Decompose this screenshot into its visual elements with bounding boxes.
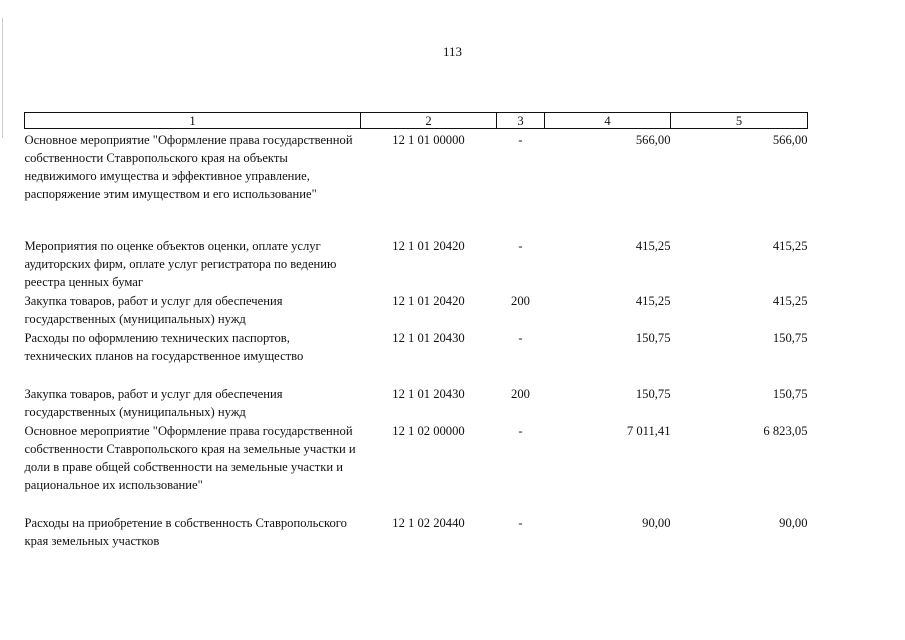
header-col-3: 3 (497, 113, 545, 129)
row-name: Основное мероприятие "Оформление права государственной собственности Ставропольского края на земельные участки и доли в праве общей собственности на земельные участки и рациональное их использование" (24, 423, 356, 492)
page-number: 113 (442, 44, 463, 59)
row-expense-type: - (518, 330, 523, 345)
row-code: 12 1 02 20440 (392, 515, 465, 530)
row-code: 12 1 01 20430 (392, 386, 465, 401)
row-name: Мероприятия по оценке объектов оценки, оплате услуг аудиторских фирм, оплате услуг регистратора по ведению реестра ценных бумаг (24, 238, 337, 289)
header-col-5: 5 (671, 113, 808, 129)
row-expense-type: 200 (511, 293, 530, 308)
row-code: 12 1 01 20420 (392, 238, 465, 253)
row-code: 12 1 01 20420 (392, 293, 465, 308)
row-amount-col5: 566,00 (772, 133, 808, 147)
header-row (25, 113, 808, 129)
row-expense-type: - (518, 133, 523, 147)
header-col-4: 4 (545, 113, 671, 129)
header-col-1: 1 (25, 113, 361, 129)
row-expense-type: - (518, 515, 523, 530)
row-expense-type: - (518, 238, 523, 253)
row-amount-col5: 150,75 (772, 386, 808, 401)
row-name: Расходы по оформлению технических паспортов, технических планов на государственное имущество (24, 330, 304, 363)
table-header (25, 113, 808, 129)
row-name: Закупка товаров, работ и услуг для обеспечения государственных (муниципальных) нужд (24, 293, 283, 326)
table-body (25, 129, 808, 550)
table-row (25, 422, 808, 514)
table-row (25, 237, 808, 292)
row-name: Расходы на приобретение в собственность Ставропольского края земельных участков (24, 515, 347, 548)
row-code: 12 1 01 20430 (392, 330, 465, 345)
row-name: Закупка товаров, работ и услуг для обеспечения государственных (муниципальных) нужд (24, 386, 283, 419)
row-amount-col4: 150,75 (635, 386, 671, 401)
row-amount-col4: 90,00 (642, 515, 671, 530)
row-expense-type: - (518, 423, 523, 438)
row-name: Основное мероприятие "Оформление права государственной собственности Ставропольского края на объекты недвижимого имущества и эффективное управление, распоряжение этим имуществом и его использование" (24, 133, 353, 201)
row-amount-col5: 90,00 (779, 515, 808, 530)
row-amount-col4: 415,25 (635, 238, 671, 253)
row-amount-col5: 150,75 (772, 330, 808, 345)
table-row (25, 129, 808, 237)
row-amount-col4: 415,25 (635, 293, 671, 308)
row-expense-type: 200 (511, 386, 530, 401)
budget-table (24, 112, 808, 550)
table-row (25, 329, 808, 385)
row-amount-col4: 7 011,41 (626, 423, 671, 438)
table-row (25, 514, 808, 550)
row-amount-col5: 415,25 (772, 238, 808, 253)
row-amount-col5: 415,25 (772, 293, 808, 308)
row-amount-col5: 6 823,05 (763, 423, 808, 438)
table-row (25, 292, 808, 329)
row-amount-col4: 150,75 (635, 330, 671, 345)
scan-edge-line (2, 18, 3, 138)
table-row (25, 385, 808, 422)
row-code: 12 1 02 00000 (392, 423, 465, 438)
row-code: 12 1 01 00000 (392, 133, 465, 147)
row-amount-col4: 566,00 (635, 133, 671, 147)
header-col-2: 2 (361, 113, 497, 129)
